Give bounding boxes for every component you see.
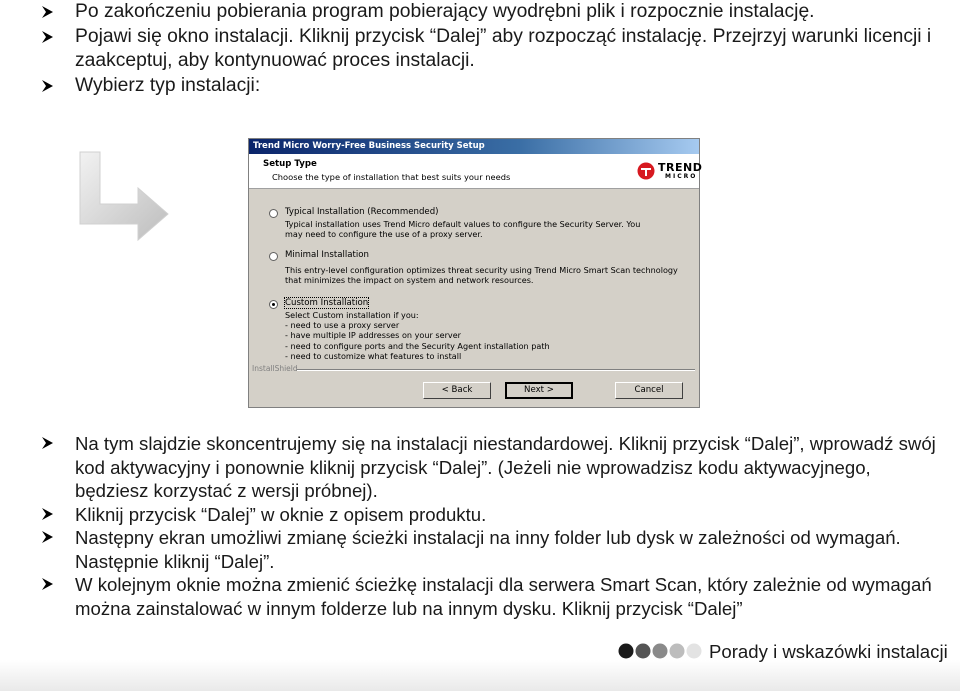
back-button[interactable]: < Back <box>423 382 491 399</box>
cancel-button[interactable]: Cancel <box>615 382 683 399</box>
radio-custom[interactable] <box>269 300 278 309</box>
trend-logo-icon <box>637 162 655 180</box>
intro-bullet <box>0 25 960 74</box>
radio-typical[interactable] <box>269 209 278 218</box>
bullet-text: W kolejnym oknie można zmienić ścieżkę instalacji dla serwera Smart Scan, który zależnie od wymagań można zainstalować w innym folderze lub na innym dysku. Kliknij przycisk “Dalej” <box>75 574 932 619</box>
trend-micro-logo <box>637 160 703 188</box>
progress-dot <box>636 644 651 659</box>
setup-dialog <box>248 138 703 408</box>
intro-bullet <box>0 0 960 25</box>
steps-bullets <box>0 432 960 620</box>
arrow-bullet-icon <box>39 502 57 526</box>
option-label[interactable]: Minimal Installation <box>285 250 369 260</box>
arrow-bullet-icon <box>39 0 57 24</box>
l-arrow-icon <box>76 150 172 242</box>
step-bullet <box>0 503 960 527</box>
footer-label: Porady i wskazówki instalacji <box>709 641 948 662</box>
step-bullet <box>0 526 960 573</box>
arrow-bullet-icon <box>39 525 57 549</box>
next-button[interactable]: Next > <box>505 382 573 399</box>
bullet-text: Na tym slajdzie skoncentrujemy się na instalacji niestandardowej. Kliknij przycisk “Dalej”, wprowadź swój kod aktywacyjny i ponownie kliknij przycisk “Dalej”. (Jeżeli nie wprowadzisz kodu aktywacyjnego, będziesz korzystać z wersji próbnej). <box>75 433 936 501</box>
option-description: This entry-level configuration optimizes threat security using Trend Micro Smart Scan technology that minimizes the impact on system and network resources. <box>285 265 678 286</box>
brand-micro: MICRO <box>665 173 698 180</box>
setup-type-heading: Setup Type <box>263 159 317 169</box>
arrow-bullet-icon <box>39 572 57 596</box>
step-bullet <box>0 573 960 620</box>
dialog-header <box>249 154 703 189</box>
setup-type-subtitle: Choose the type of installation that best suits your needs <box>272 172 511 182</box>
dialog-title-bar: Trend Micro Worry-Free Business Security Setup <box>249 139 699 154</box>
bullet-text: Pojawi się okno instalacji. Kliknij przycisk “Dalej” aby rozpocząć instalację. Przejrzyj warunki licencji i zaakceptuj, aby kontynuować proces instalacji. <box>75 25 932 71</box>
bullet-text: Następny ekran umożliwi zmianę ścieżki instalacji na inny folder lub dysk w zależności od wymagań. Następnie kliknij “Dalej”. <box>75 527 901 572</box>
option-label[interactable]: Typical Installation (Recommended) <box>285 207 439 217</box>
progress-dot <box>670 644 685 659</box>
divider <box>297 369 695 371</box>
arrow-bullet-icon <box>39 25 57 49</box>
intro-bullet <box>0 74 960 99</box>
bullet-text: Po zakończeniu pobierania program pobierający wyodrębni plik i rozpocznie instalację. <box>75 1 815 22</box>
step-bullet <box>0 432 960 503</box>
brand-word: TREND <box>658 161 703 174</box>
progress-dots <box>618 643 703 659</box>
progress-dot <box>653 644 668 659</box>
arrow-bullet-icon <box>39 74 57 98</box>
footer-band <box>0 660 960 691</box>
progress-dot <box>687 644 702 659</box>
option-description: Select Custom installation if you: - need to use a proxy server - have multiple IP addresses on your server - need to configure ports and the Security Agent installation path - need to customize what features to install <box>285 310 550 361</box>
installshield-label: InstallShield <box>252 364 298 373</box>
intro-bullets <box>0 0 960 98</box>
progress-dot <box>619 644 634 659</box>
bullet-text: Kliknij przycisk “Dalej” w oknie z opisem produktu. <box>75 503 487 525</box>
arrow-bullet-icon <box>39 431 57 455</box>
bullet-text: Wybierz typ instalacji: <box>75 74 261 96</box>
option-description: Typical installation uses Trend Micro default values to configure the Security Server. You may need to configure the use of a proxy server. <box>285 219 641 240</box>
option-label[interactable]: Custom Installation <box>285 298 369 308</box>
radio-minimal[interactable] <box>269 252 278 261</box>
